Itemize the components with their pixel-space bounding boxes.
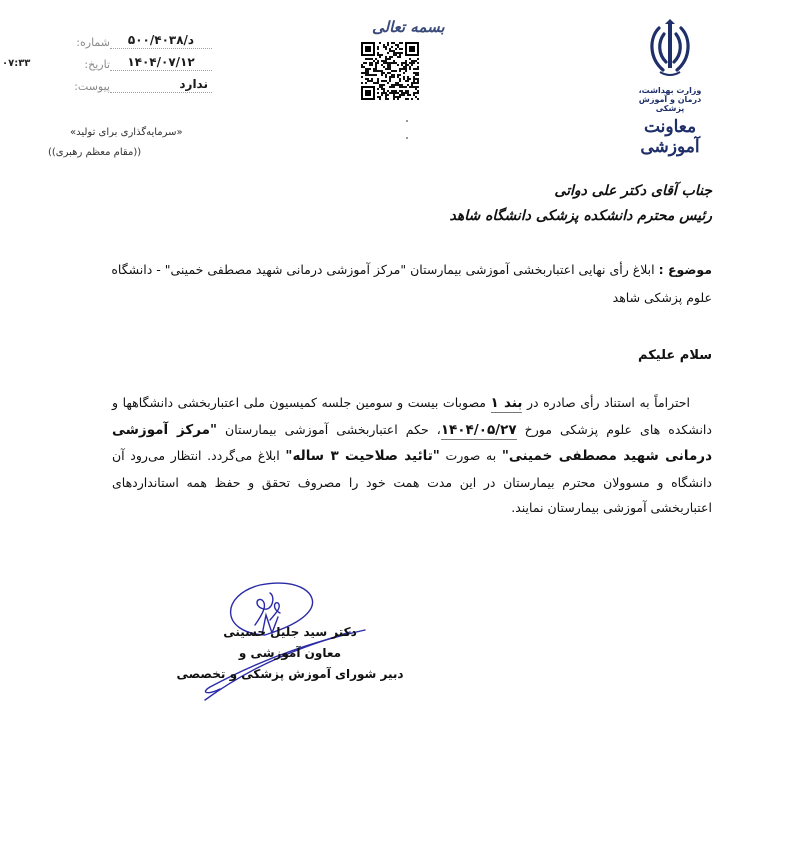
accreditation-verdict: "تائید صلاحیت ۳ ساله" (285, 448, 440, 464)
meta-attachment-row (62, 77, 212, 93)
addressee-name: جناب آقای دکتر علی دواتی (554, 183, 712, 199)
meta-attachment-label: پیوست: (74, 80, 110, 93)
meta-attachment-value: ندارد (110, 77, 212, 93)
subject-label: موضوع : (658, 262, 712, 277)
qr-code-icon[interactable] (361, 42, 419, 104)
iran-emblem-icon (645, 18, 695, 80)
greeting: سلام علیکم (638, 348, 712, 363)
signatory-title-1: معاون آموزشی و (238, 646, 342, 660)
ministry-name: وزارت بهداشت، درمان و آموزش پزشکی (638, 86, 702, 113)
meta-date-label: تاریخ: (84, 58, 110, 71)
bismillah: بسمه تعالی (372, 18, 445, 36)
hospital-name: "مرکز آموزشی درمانی شهید مصطفی خمینی" (112, 421, 712, 464)
meta-date-row (62, 55, 212, 71)
signature-block (150, 575, 404, 705)
subject-text: ابلاغ رأی نهایی اعتباربخشی آموزشی بیمارستان "مرکز آموزشی درمانی شهید مصطفی خمینی" - دانشگاه علوم پزشکی شاهد (111, 262, 712, 305)
department-name: معاونت آموزشی (640, 117, 700, 157)
motto-line-2: ((مقام معظم رهبری)) (48, 147, 142, 158)
handwritten-signature-icon (150, 575, 390, 705)
body-part-1: احتراماً به استناد رأی صادره در (526, 395, 691, 410)
body-part-2: مصوبات بیست و سومین جلسه کمیسیون ملی اعتباربخشی دانشگاهها و دانشکده های علوم پزشکی مورخ (112, 395, 712, 437)
qr-code-graphic (361, 42, 419, 100)
meta-number-label: شماره: (76, 36, 110, 49)
body-part-4: به صورت (445, 448, 497, 463)
addressee-title: رئیس محترم دانشکده پزشکی دانشگاه شاهد (449, 208, 712, 224)
meta-number-value: د/۵۰۰/۴۰۳۸ (110, 33, 212, 49)
meta-date-value: ۱۴۰۴/۰۷/۱۲ (110, 55, 212, 71)
signatory-name: دکتر سید جلیل حسینی (223, 625, 357, 639)
subject (92, 256, 712, 312)
clause-reference: بند ۱ (490, 395, 523, 411)
meta-number-row (62, 33, 212, 49)
time-stamp: ۰۷:۳۳ (2, 58, 31, 69)
resolution-date: ۱۴۰۴/۰۵/۲۷ (440, 421, 517, 438)
signatory-title-2: دبیر شورای آموزش پزشکی و تخصصی (176, 667, 404, 681)
mark-dot (406, 120, 408, 122)
mark-dot (406, 137, 408, 139)
motto-line-1: «سرمایه‌گذاری برای تولید» (70, 127, 183, 138)
ministry-logo (628, 18, 712, 157)
letter-body (112, 390, 712, 521)
body-part-5: ابلاغ می‌گردد. انتظار می‌رود آن دانشگاه و مسوولان محترم بیمارستان در این مدت همت خود را مصروف تحقق و حفظ همه استانداردهای اعتباربخشی آموزشی بیمارستان نمایند. (112, 448, 712, 515)
body-part-3: ، حکم اعتباربخشی آموزشی بیمارستان (225, 421, 441, 437)
